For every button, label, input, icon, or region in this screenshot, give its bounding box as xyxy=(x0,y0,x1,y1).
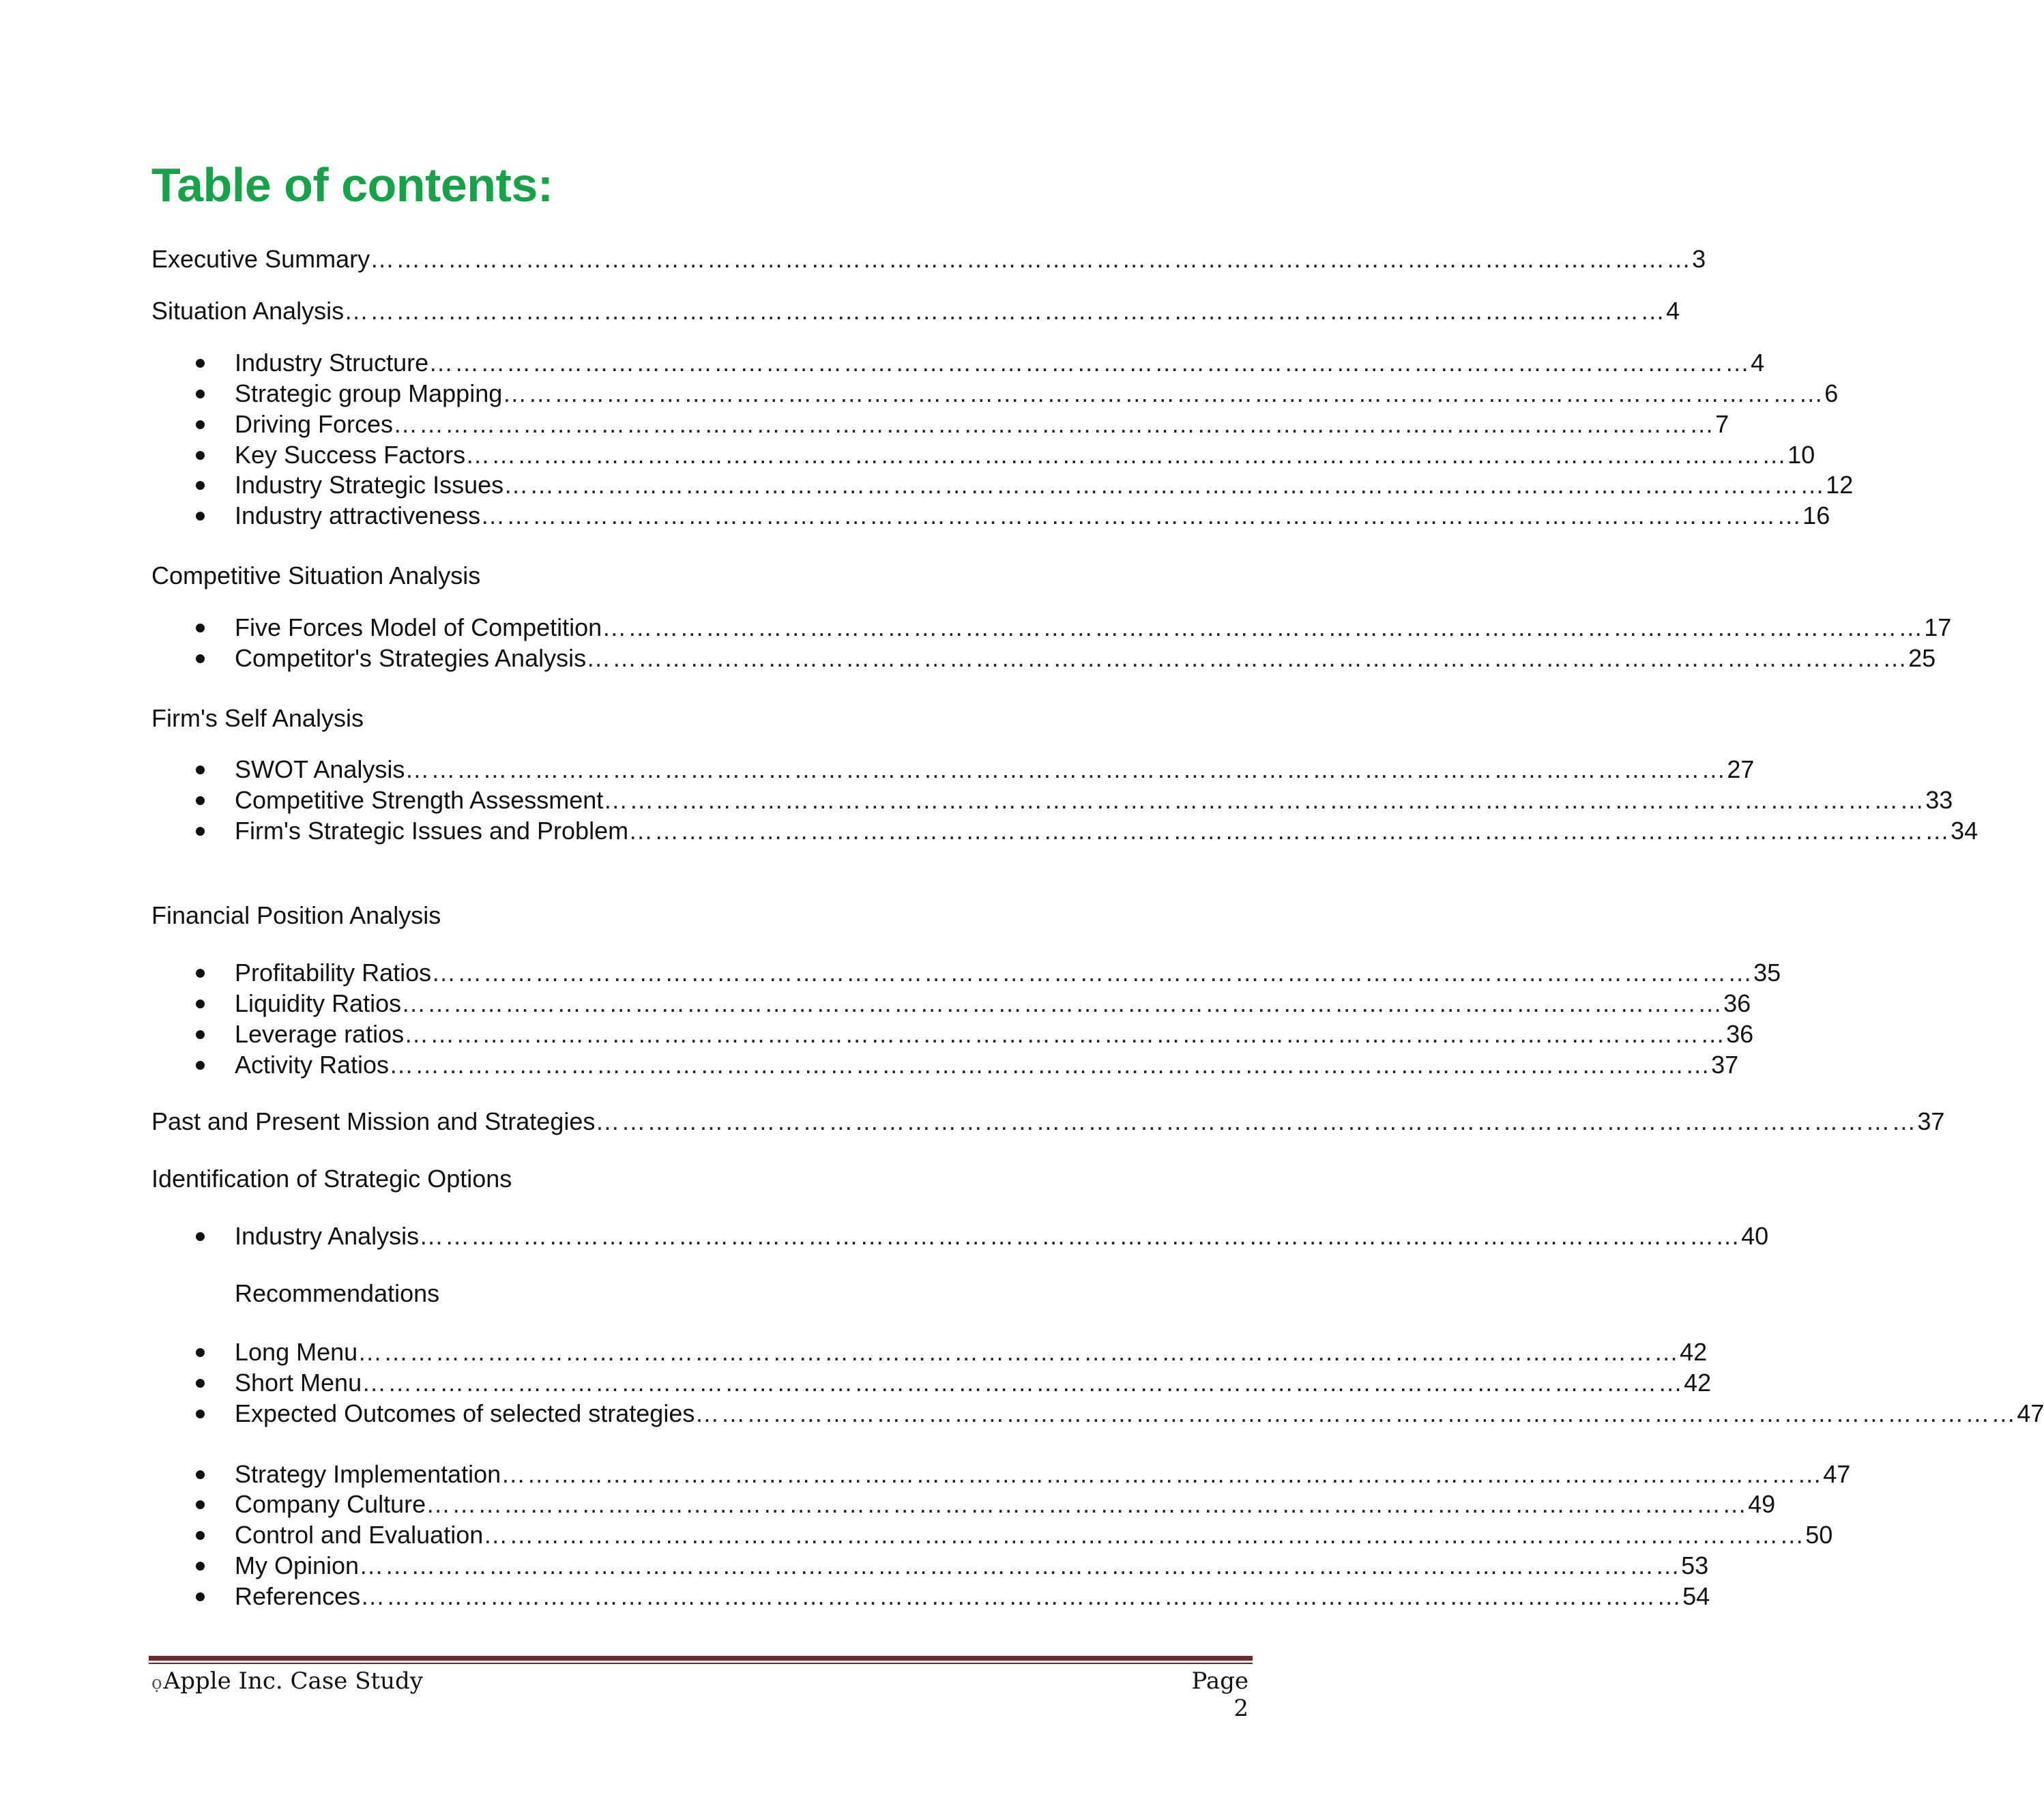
toc-leader: ……………………………………………………………………………………………………………………………………… xyxy=(480,501,1803,529)
toc-leader: ……………………………………………………………………………………………………………………………………… xyxy=(362,1369,1684,1397)
toc-page-number: 10 xyxy=(1787,441,1815,469)
bullet-icon xyxy=(196,481,205,490)
toc-label: Industry attractiveness xyxy=(235,501,481,529)
toc-page-number: 34 xyxy=(1951,817,1979,845)
toc-page-number: 4 xyxy=(1751,349,1765,377)
toc-heading-financial-position[interactable]: Financial Position Analysis xyxy=(151,901,441,929)
toc-page-number: 37 xyxy=(1711,1051,1739,1079)
toc-label: Executive Summary xyxy=(151,245,370,273)
bullet-icon xyxy=(196,359,205,368)
toc-page-number: 53 xyxy=(1681,1551,1709,1579)
toc-entry-expected-outcomes[interactable] xyxy=(235,1399,2044,1427)
bullet-icon xyxy=(196,1348,205,1357)
toc-leader: ……………………………………………………………………………………………………………………………………… xyxy=(501,1460,1824,1488)
toc-leader: ……………………………………………………………………………………………………………………………………… xyxy=(586,644,1909,672)
toc-entry-mission-strategies[interactable] xyxy=(151,1107,1945,1135)
toc-label: Past and Present Mission and Strategies xyxy=(151,1107,596,1135)
bullet-icon xyxy=(196,624,205,632)
bullet-icon xyxy=(196,796,205,805)
footer-divider xyxy=(149,1656,1253,1661)
toc-leader: ……………………………………………………………………………………………………………………………………… xyxy=(393,410,1716,438)
bullet-icon xyxy=(196,1232,205,1241)
bullet-icon xyxy=(196,451,205,460)
toc-leader: ……………………………………………………………………………………………………………………………………… xyxy=(595,1107,1918,1135)
toc-label: Industry Strategic Issues xyxy=(235,471,504,499)
toc-leader: ……………………………………………………………………………………………………………………………………… xyxy=(603,786,1926,814)
toc-entry-competitors-strategies[interactable] xyxy=(235,644,1936,672)
toc-heading-strategic-options[interactable]: Identification of Strategic Options xyxy=(151,1165,512,1193)
toc-entry-control-evaluation[interactable] xyxy=(235,1521,1833,1549)
toc-leader: ……………………………………………………………………………………………………………………………………… xyxy=(401,989,1724,1017)
toc-leader: ……………………………………………………………………………………………………………………………………… xyxy=(389,1051,1712,1079)
toc-entry-swot-analysis[interactable] xyxy=(235,755,1755,783)
toc-entry-strategic-group-mapping[interactable] xyxy=(235,379,1839,407)
toc-page-number: 42 xyxy=(1680,1338,1708,1366)
footer-title-text: Apple Inc. Case Study xyxy=(163,1667,424,1695)
toc-page-number: 49 xyxy=(1748,1490,1776,1518)
footer-page-number: Page 2 xyxy=(1191,1667,1249,1722)
toc-entry-company-culture[interactable] xyxy=(235,1490,1776,1518)
toc-entry-key-success-factors[interactable] xyxy=(235,441,1815,469)
toc-label: Strategic group Mapping xyxy=(235,379,503,407)
toc-label: Activity Ratios xyxy=(235,1051,390,1079)
toc-label: Competitor's Strategies Analysis xyxy=(235,644,587,672)
toc-entry-executive-summary[interactable] xyxy=(151,245,1706,273)
toc-page-number: 37 xyxy=(1917,1107,1945,1135)
toc-label: Company Culture xyxy=(235,1490,426,1518)
toc-label: Leverage ratios xyxy=(235,1020,405,1048)
toc-entry-industry-analysis[interactable] xyxy=(235,1222,1769,1250)
toc-page-number: 33 xyxy=(1925,786,1953,814)
toc-leader: ……………………………………………………………………………………………………………………………………… xyxy=(483,1521,1806,1549)
toc-leader: ……………………………………………………………………………………………………………………………………… xyxy=(628,817,1951,845)
toc-label: Expected Outcomes of selected strategies xyxy=(235,1399,695,1427)
toc-label: Industry Structure xyxy=(235,349,429,377)
bullet-icon xyxy=(196,1000,205,1008)
bullet-icon xyxy=(196,1061,205,1070)
toc-leader: ……………………………………………………………………………………………………………………………………… xyxy=(503,471,1826,499)
toc-entry-competitive-strength[interactable] xyxy=(235,786,1953,814)
footer-divider-thin xyxy=(149,1663,1253,1664)
toc-label: Control and Evaluation xyxy=(235,1521,484,1549)
footer-document-title xyxy=(151,1667,423,1695)
footer-mark: ọ xyxy=(151,1673,162,1693)
toc-leader: ……………………………………………………………………………………………………………………………………… xyxy=(502,379,1825,407)
toc-entry-leverage-ratios[interactable] xyxy=(235,1020,1754,1048)
toc-page-number: 54 xyxy=(1682,1582,1710,1610)
bullet-icon xyxy=(196,1030,205,1039)
toc-leader: ……………………………………………………………………………………………………………………………………… xyxy=(465,441,1788,469)
toc-label: Firm's Strategic Issues and Problem xyxy=(235,817,629,845)
toc-entry-situation-analysis[interactable] xyxy=(151,297,1680,325)
toc-leader: ……………………………………………………………………………………………………………………………………… xyxy=(428,349,1751,377)
toc-entry-industry-structure[interactable] xyxy=(235,349,1765,377)
page-title: Table of contents: xyxy=(151,158,553,212)
toc-leader: ……………………………………………………………………………………………………………………………………… xyxy=(426,1490,1749,1518)
toc-label: SWOT Analysis xyxy=(235,755,405,783)
toc-entry-firms-strategic-issues[interactable] xyxy=(235,817,1979,845)
toc-label: References xyxy=(235,1582,361,1610)
toc-page-number: 42 xyxy=(1684,1369,1712,1397)
bullet-icon xyxy=(196,654,205,663)
bullet-icon xyxy=(196,1531,205,1540)
toc-entry-short-menu[interactable] xyxy=(235,1369,1712,1397)
toc-leader: ……………………………………………………………………………………………………………………………………… xyxy=(431,959,1754,987)
bullet-icon xyxy=(196,390,205,398)
toc-label: Driving Forces xyxy=(235,410,394,438)
toc-label: Industry Analysis xyxy=(235,1222,420,1250)
bullet-icon xyxy=(196,512,205,521)
toc-label: Strategy Implementation xyxy=(235,1460,501,1488)
bullet-icon xyxy=(196,1592,205,1601)
toc-label: Situation Analysis xyxy=(151,297,345,325)
bullet-icon xyxy=(196,1470,205,1479)
toc-page-number: 7 xyxy=(1715,410,1729,438)
toc-heading-recommendations[interactable]: Recommendations xyxy=(235,1279,440,1307)
toc-entry-long-menu[interactable] xyxy=(235,1338,1708,1366)
toc-leader: ……………………………………………………………………………………………………………………………………… xyxy=(419,1222,1742,1250)
toc-leader: ……………………………………………………………………………………………………………………………………… xyxy=(370,245,1693,273)
toc-page-number: 3 xyxy=(1692,245,1706,273)
toc-page-number: 50 xyxy=(1805,1521,1833,1549)
toc-label: Five Forces Model of Competition xyxy=(235,613,602,641)
bullet-icon xyxy=(196,1562,205,1571)
toc-page-number: 4 xyxy=(1666,297,1680,325)
toc-entry-strategy-implementation[interactable] xyxy=(235,1460,1851,1488)
toc-page-number: 36 xyxy=(1723,989,1751,1017)
toc-entry-profitability-ratios[interactable] xyxy=(235,959,1781,987)
toc-leader: ……………………………………………………………………………………………………………………………………… xyxy=(344,297,1667,325)
toc-entry-references[interactable] xyxy=(235,1582,1710,1610)
toc-page-number: 27 xyxy=(1727,755,1755,783)
toc-heading-firms-self-analysis[interactable]: Firm's Self Analysis xyxy=(151,704,364,732)
toc-entry-industry-strategic-issues[interactable] xyxy=(235,471,1854,499)
toc-label: Key Success Factors xyxy=(235,441,466,469)
toc-label: My Opinion xyxy=(235,1551,360,1579)
toc-label: Short Menu xyxy=(235,1369,362,1397)
bullet-icon xyxy=(196,1500,205,1509)
toc-page-number: 40 xyxy=(1741,1222,1769,1250)
toc-entry-activity-ratios[interactable] xyxy=(235,1051,1739,1079)
toc-page-number: 17 xyxy=(1924,613,1952,641)
toc-entry-my-opinion[interactable] xyxy=(235,1551,1709,1579)
bullet-icon xyxy=(196,969,205,978)
toc-page-number: 47 xyxy=(1823,1460,1851,1488)
toc-page-number: 6 xyxy=(1824,379,1839,407)
toc-label: Profitability Ratios xyxy=(235,959,432,987)
toc-leader: ……………………………………………………………………………………………………………………………………… xyxy=(602,613,1925,641)
toc-leader: ……………………………………………………………………………………………………………………………………… xyxy=(357,1338,1680,1366)
toc-entry-liquidity-ratios[interactable] xyxy=(235,989,1751,1017)
toc-label: Long Menu xyxy=(235,1338,358,1366)
toc-entry-five-forces[interactable] xyxy=(235,613,1952,641)
bullet-icon xyxy=(196,766,205,774)
toc-leader: ……………………………………………………………………………………………………………………………………… xyxy=(360,1582,1683,1610)
bullet-icon xyxy=(196,827,205,836)
toc-heading-competitive-situation[interactable]: Competitive Situation Analysis xyxy=(151,562,481,589)
toc-page-number: 12 xyxy=(1826,471,1854,499)
toc-leader: ……………………………………………………………………………………………………………………………………… xyxy=(695,1399,2017,1427)
toc-page-number: 16 xyxy=(1802,501,1830,529)
toc-label: Liquidity Ratios xyxy=(235,989,402,1017)
toc-page-number: 36 xyxy=(1726,1020,1754,1048)
toc-leader: ……………………………………………………………………………………………………………………………………… xyxy=(404,1020,1727,1048)
bullet-icon xyxy=(196,1379,205,1388)
toc-page-number: 35 xyxy=(1753,959,1781,987)
toc-leader: ……………………………………………………………………………………………………………………………………… xyxy=(405,755,1727,783)
bullet-icon xyxy=(196,420,205,429)
toc-entry-industry-attractiveness[interactable] xyxy=(235,501,1830,529)
toc-page-number: 25 xyxy=(1908,644,1936,672)
bullet-icon xyxy=(196,1410,205,1418)
toc-leader: ……………………………………………………………………………………………………………………………………… xyxy=(359,1551,1682,1579)
toc-page-number: 47 xyxy=(2017,1399,2044,1427)
toc-entry-driving-forces[interactable] xyxy=(235,410,1729,438)
toc-label: Competitive Strength Assessment xyxy=(235,786,604,814)
